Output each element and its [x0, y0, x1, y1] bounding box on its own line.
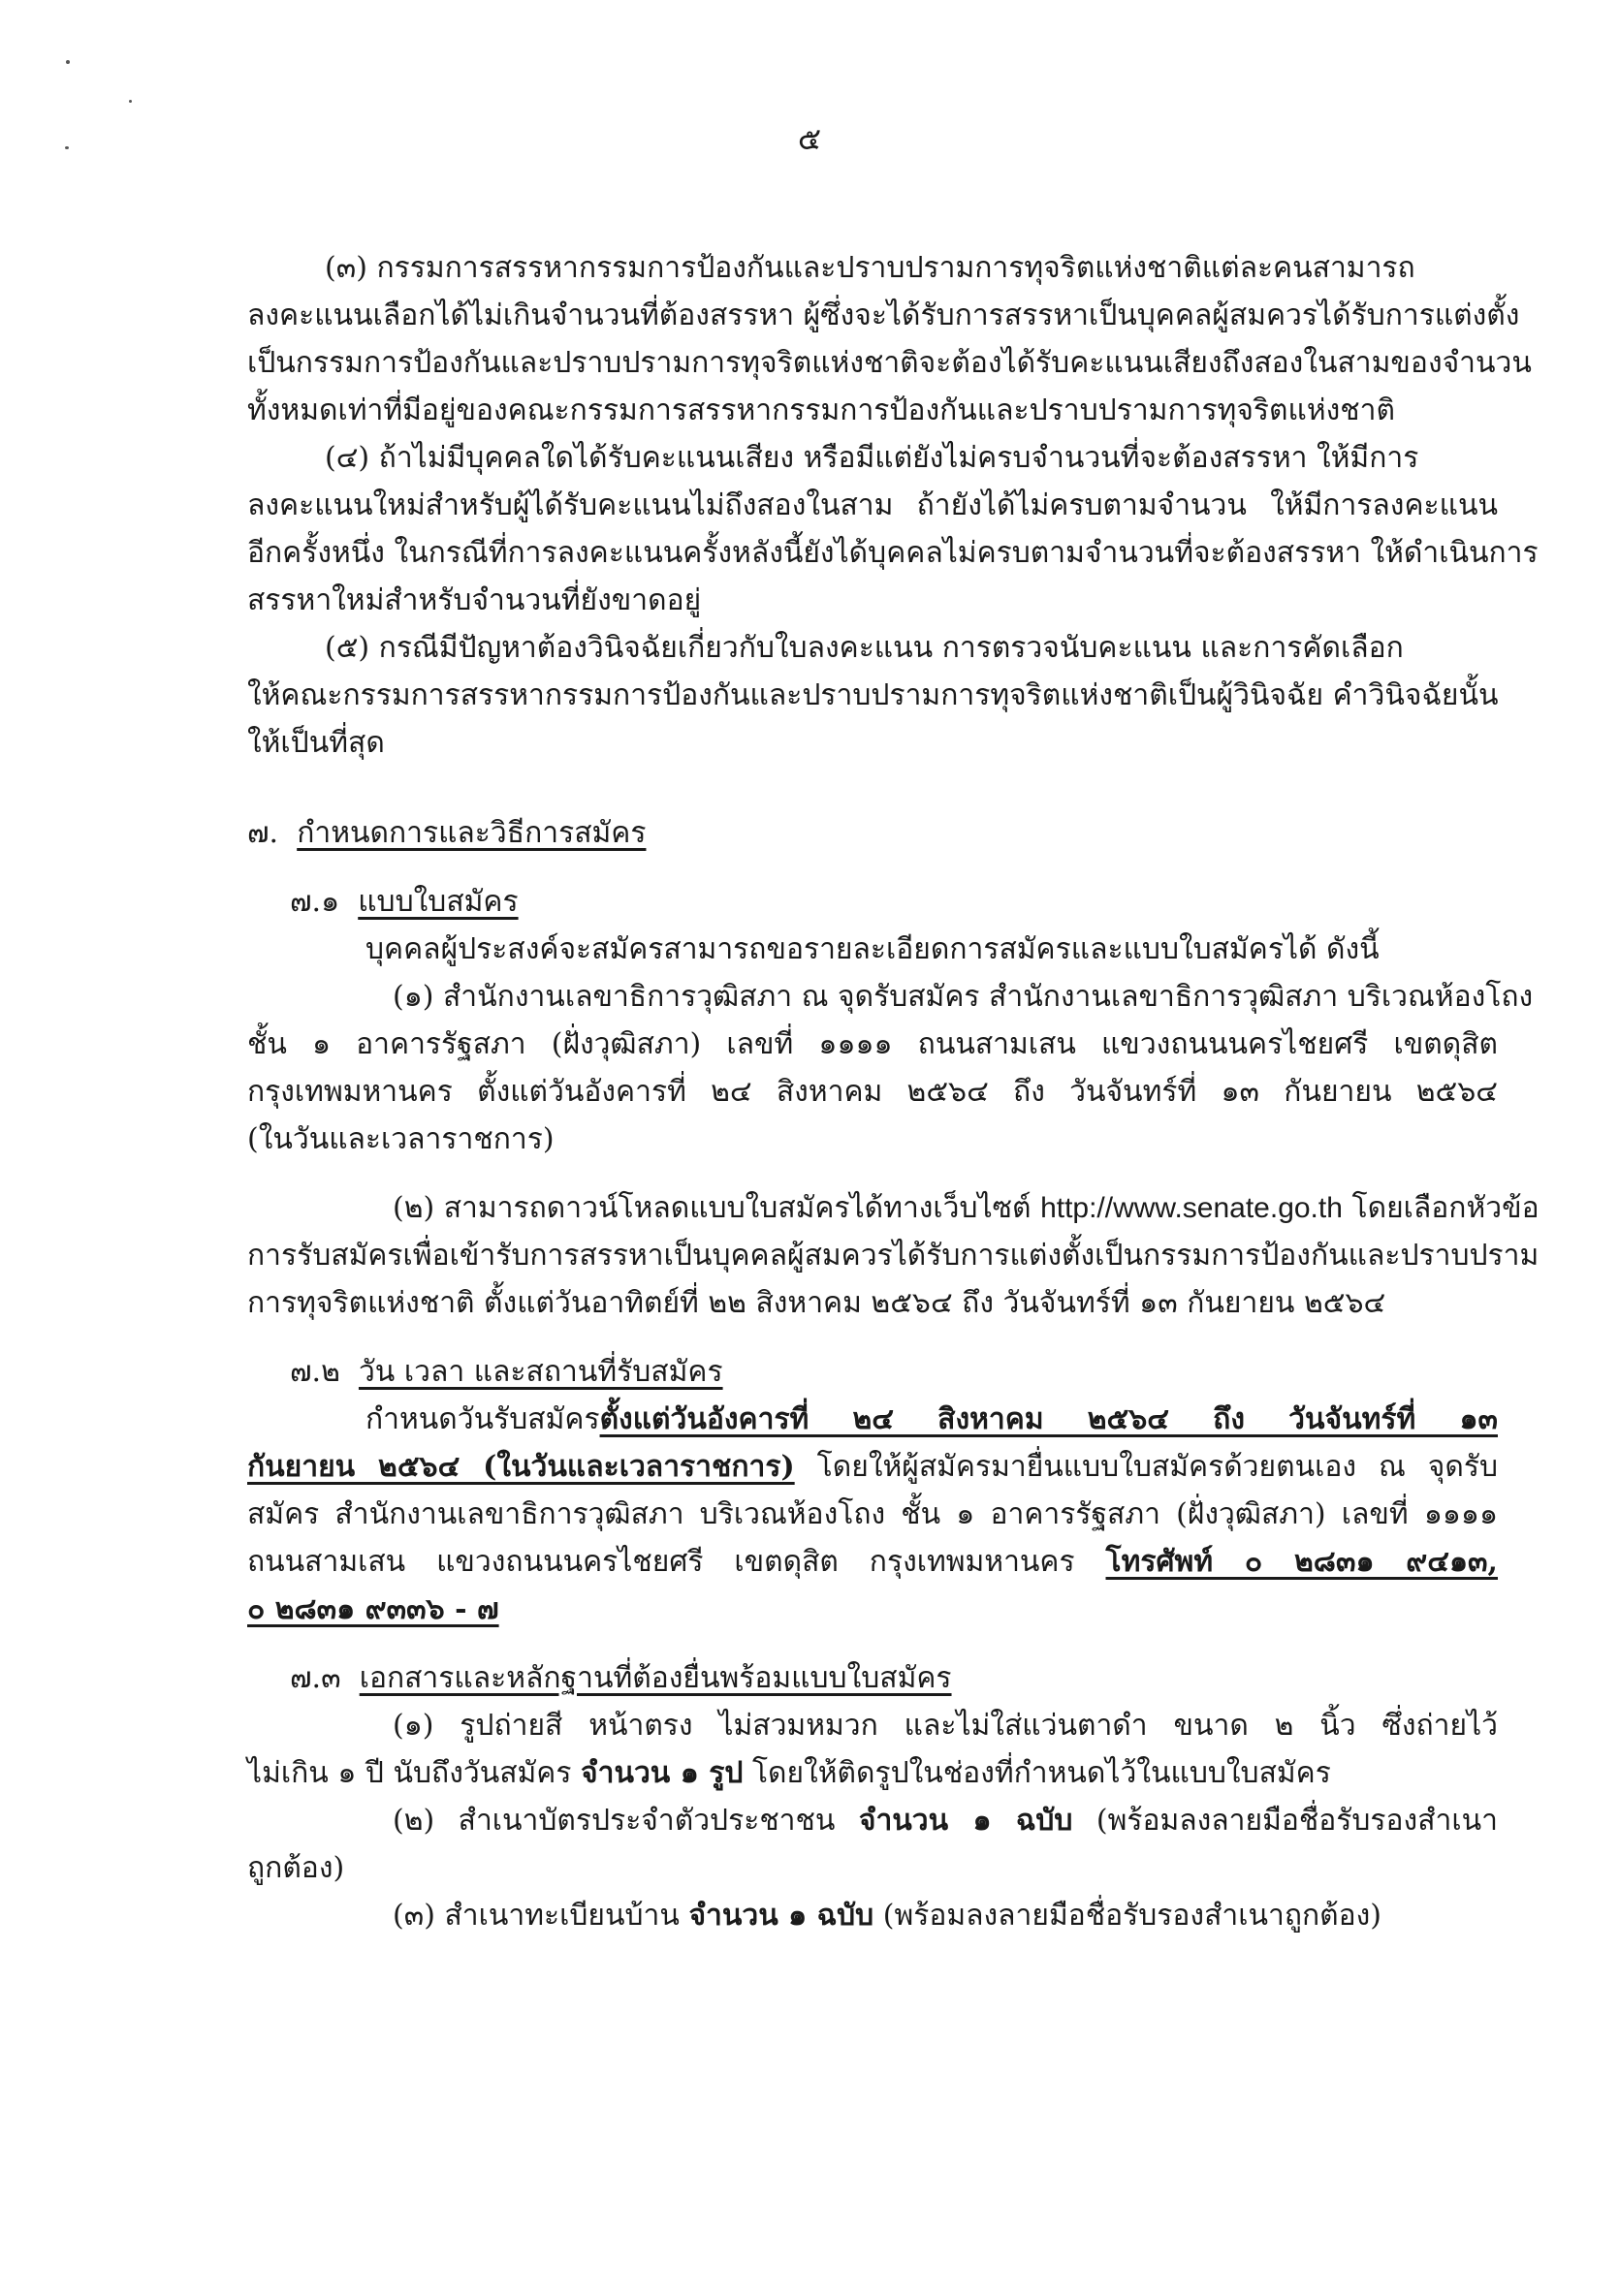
text-line: ถูกต้อง)	[247, 1851, 345, 1885]
text-fragment: (พร้อมลงลายมือชื่อรับรองสำเนาถูกต้อง)	[882, 1899, 1382, 1933]
subsection-number: ๗.๓	[290, 1661, 341, 1695]
quantity-bold: จำนวน ๑ ฉบับ	[688, 1899, 874, 1933]
text-line: บุคคลผู้ประสงค์จะสมัครสามารถขอรายละเอียดการสมัครและแบบใบสมัครได้ ดังนี้	[365, 932, 1380, 966]
document-body	[247, 244, 1540, 1939]
text-fragment: (๒) สำเนาบัตรประจำตัวประชาชน	[393, 1804, 836, 1838]
paragraph-3	[247, 244, 1532, 434]
text-line: ให้คณะกรรมการสรรหากรรมการป้องกันและปราบปรามการทุจริตแห่งชาติเป็นผู้วินิจฉัย คำวินิจฉัยนั้น	[247, 678, 1499, 712]
text-line: ชั้น ๑ อาคารรัฐสภา (ฝั่งวุฒิสภา) เลขที่ ๑๑๑๑ ถนนสามเสน แขวงถนนนครไชยศรี เขตดุสิต	[247, 1027, 1498, 1061]
section-heading	[247, 809, 1498, 857]
text-fragment: (๓) สำเนาทะเบียนบ้าน	[393, 1899, 680, 1933]
text-line: (๔) ถ้าไม่มีบุคคลใดได้รับคะแนนเสียง หรือมีแต่ยังไม่ครบจำนวนที่จะต้องสรรหา ให้มีการ	[325, 441, 1419, 475]
text-line	[247, 1892, 1498, 1939]
text-fragment: กำหนดวันรับสมัคร	[365, 1402, 600, 1436]
subsection-title: เอกสารและหลักฐานที่ต้องยื่นพร้อมแบบใบสมัคร	[359, 1661, 952, 1695]
section-number: ๗.	[247, 816, 279, 850]
subsection-number: ๗.๑	[290, 885, 340, 919]
text-line: (ในวันและเวลาราชการ)	[247, 1122, 555, 1156]
text-fragment: (๒) สามารถดาวน์โหลดแบบใบสมัครได้ทางเว็บไซต์	[393, 1191, 1032, 1225]
text-line: (๑) สำนักงานเลขาธิการวุฒิสภา ณ จุดรับสมัคร สำนักงานเลขาธิการวุฒิสภา บริเวณห้องโถง	[393, 980, 1534, 1014]
text-fragment: (พร้อมลงลายมือชื่อรับรองสำเนา	[1095, 1804, 1498, 1838]
text-line	[247, 1443, 1498, 1491]
text-line: ลงคะแนนเลือกได้ไม่เกินจำนวนที่ต้องสรรหา ผู้ซึ่งจะได้รับการสรรหาเป็นบุคคลผู้สมควรได้รับการแต่งตั้ง	[247, 299, 1520, 332]
text-line	[247, 1538, 1498, 1586]
text-line: กรุงเทพมหานคร ตั้งแต่วันอังคารที่ ๒๔ สิงหาคม ๒๕๖๔ ถึง วันจันทร์ที่ ๑๓ กันยายน ๒๕๖๔	[247, 1075, 1498, 1109]
text-line	[247, 1586, 1498, 1633]
scan-speck	[129, 100, 132, 103]
date-range-bold: กันยายน ๒๕๖๔ (ในวันและเวลาราชการ)	[247, 1450, 795, 1484]
website-link[interactable]: http://www.senate.go.th	[1040, 1192, 1343, 1224]
text-line: สมัคร สำนักงานเลขาธิการวุฒิสภา บริเวณห้องโถง ชั้น ๑ อาคารรัฐสภา (ฝั่งวุฒิสภา) เลขที่ ๑๑๑๑	[247, 1497, 1498, 1531]
text-line	[247, 1749, 1498, 1797]
subsection-title: วัน เวลา และสถานที่รับสมัคร	[358, 1355, 723, 1389]
text-line	[247, 1184, 1540, 1232]
subsection-heading	[247, 1348, 1498, 1396]
text-line: (๕) กรณีมีปัญหาต้องวินิจฉัยเกี่ยวกับใบลงคะแนน การตรวจนับคะแนน และการคัดเลือก	[325, 631, 1404, 665]
text-fragment: ไม่เกิน ๑ ปี นับถึงวันสมัคร	[247, 1756, 572, 1790]
phone-bold: โทรศัพท์ ๐ ๒๘๓๑ ๙๔๑๓,	[1105, 1545, 1498, 1579]
paragraph-5	[247, 624, 1498, 767]
text-line: การทุจริตแห่งชาติ ตั้งแต่วันอาทิตย์ที่ ๒๒ สิงหาคม ๒๕๖๔ ถึง วันจันทร์ที่ ๑๓ กันยายน ๒๕๖๔	[247, 1286, 1386, 1320]
text-line: อีกครั้งหนึ่ง ในกรณีที่การลงคะแนนครั้งหลังนี้ยังได้บุคคลไม่ครบตามจำนวนที่จะต้องสรรหา ให้ดำเนินการ	[247, 536, 1539, 570]
text-line: เป็นกรรมการป้องกันและปราบปรามการทุจริตแห่งชาติจะต้องได้รับคะแนนเสียงถึงสองในสามของจำนวน	[247, 346, 1532, 380]
scan-speck	[66, 60, 70, 64]
text-fragment: ถนนสามเสน แขวงถนนนครไชยศรี เขตดุสิต กรุงเทพมหานคร	[247, 1545, 1075, 1579]
text-fragment: โดยให้ติดรูปในช่องที่กำหนดไว้ในแบบใบสมัคร	[751, 1756, 1331, 1790]
text-line: ทั้งหมดเท่าที่มีอยู่ของคณะกรรมการสรรหากรรมการป้องกันและปราบปรามการทุจริตแห่งชาติ	[247, 393, 1395, 427]
phone-bold: ๐ ๒๘๓๑ ๙๓๓๖ - ๗	[247, 1592, 499, 1626]
text-fragment: โดยเลือกหัวข้อ	[1351, 1191, 1540, 1225]
text-line: ลงคะแนนใหม่สำหรับผู้ได้รับคะแนนไม่ถึงสองในสาม ถ้ายังได้ไม่ครบตามจำนวน ให้มีการลงคะแนน	[247, 488, 1498, 522]
text-line: (๑) รูปถ่ายสี หน้าตรง ไม่สวมหมวก และไม่ใส่แว่นตาดำ ขนาด ๒ นิ้ว ซึ่งถ่ายไว้	[393, 1709, 1498, 1743]
subsection-number: ๗.๒	[290, 1355, 340, 1389]
text-line: ให้เป็นที่สุด	[247, 726, 385, 760]
text-fragment: โดยให้ผู้สมัครมายื่นแบบใบสมัครด้วยตนเอง ณ จุดรับ	[816, 1450, 1498, 1484]
paragraph-4	[247, 434, 1539, 624]
text-line	[247, 1396, 1498, 1443]
quantity-bold: จำนวน ๑ ฉบับ	[858, 1804, 1073, 1838]
quantity-bold: จำนวน ๑ รูป	[581, 1756, 744, 1790]
text-line: (๓) กรรมการสรรหากรรมการป้องกันและปราบปรามการทุจริตแห่งชาติแต่ละคนสามารถ	[325, 251, 1415, 285]
text-line	[247, 1797, 1498, 1844]
subsection-heading	[247, 1654, 1498, 1702]
subsection-title: แบบใบสมัคร	[358, 885, 519, 919]
section-title: กำหนดการและวิธีการสมัคร	[297, 816, 647, 850]
page-number: ๕	[797, 120, 822, 157]
text-line: สรรหาใหม่สำหรับจำนวนที่ยังขาดอยู่	[247, 583, 702, 617]
date-range-bold: ตั้งแต่วันอังคารที่ ๒๔ สิงหาคม ๒๕๖๔ ถึง วันจันทร์ที่ ๑๓	[599, 1402, 1498, 1436]
subsection-heading	[247, 878, 1498, 926]
text-line: การรับสมัครเพื่อเข้ารับการสรรหาเป็นบุคคลผู้สมควรได้รับการแต่งตั้งเป็นกรรมการป้องกันและปราบปราม	[247, 1239, 1540, 1273]
